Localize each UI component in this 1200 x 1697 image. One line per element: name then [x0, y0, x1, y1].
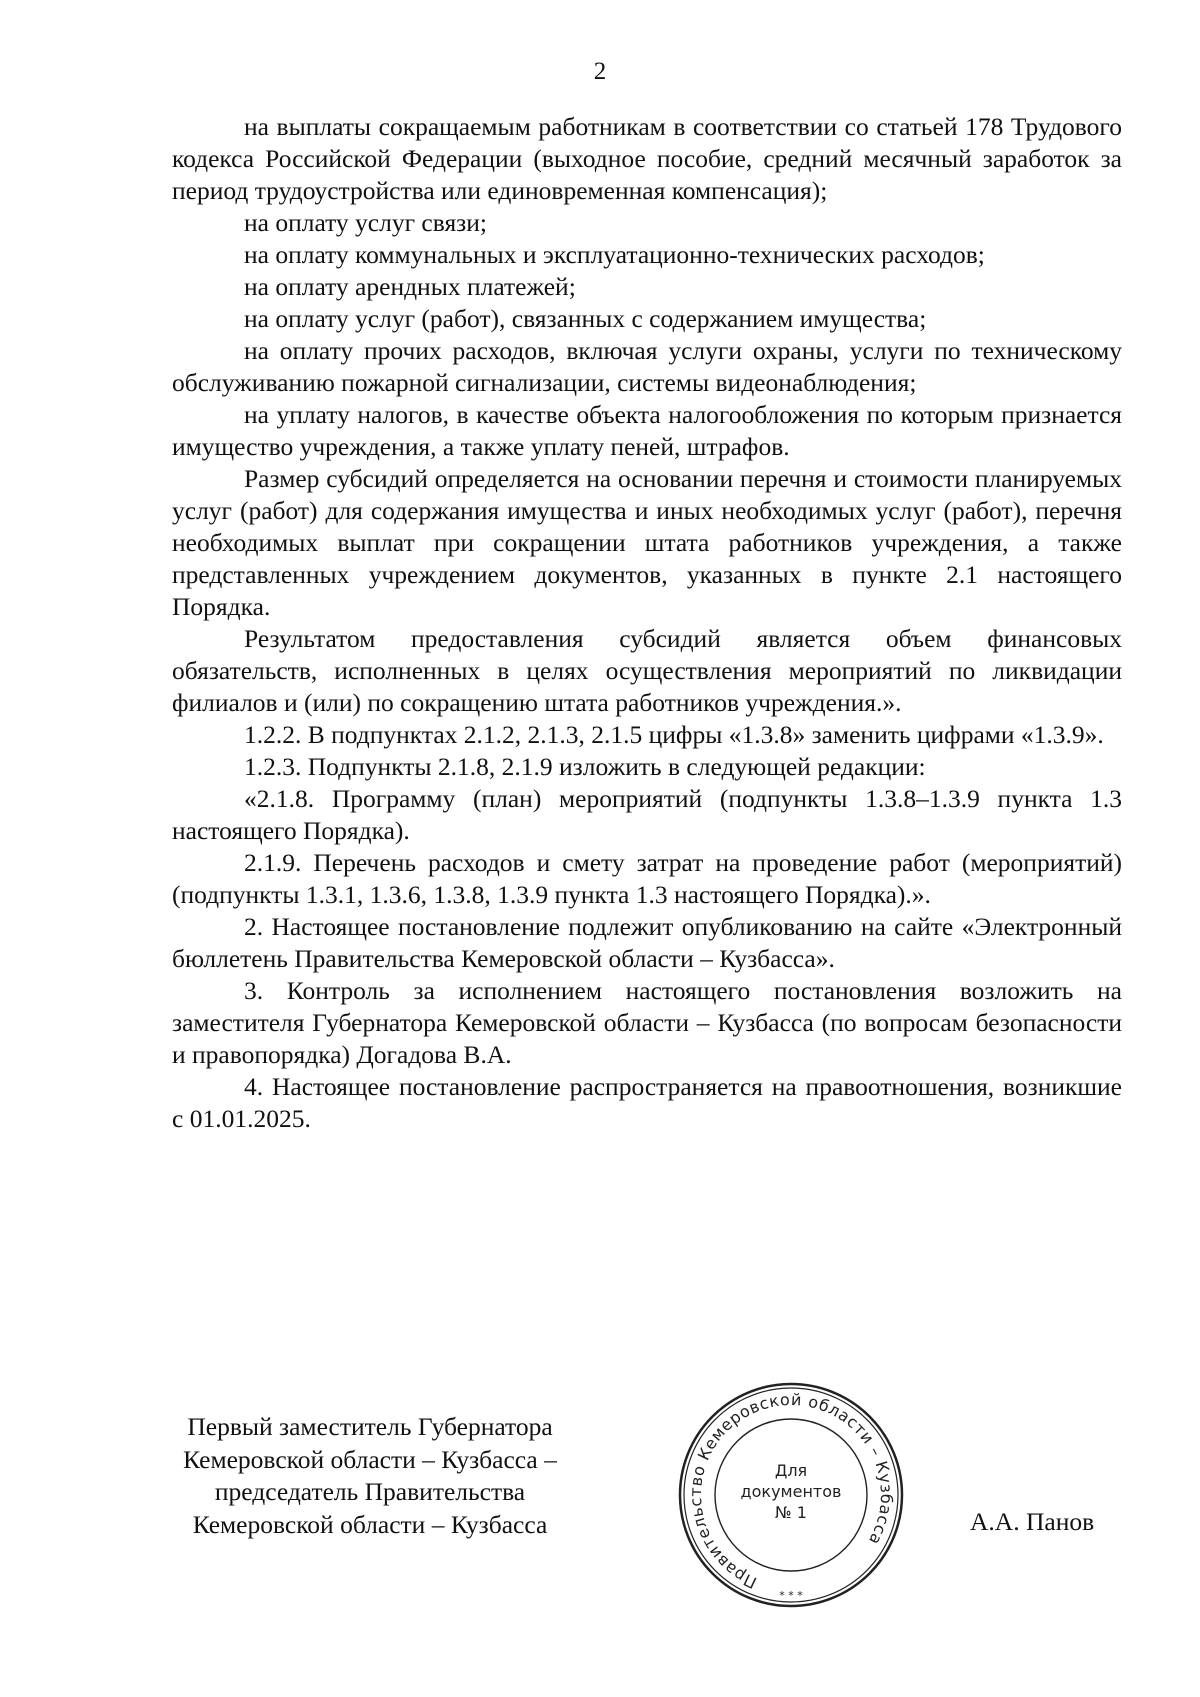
paragraph: на оплату услуг связи;: [244, 208, 487, 237]
paragraph: Размер субсидий определяется на основании перечня и стоимости планируемых услуг (работ) для содержания имущества и иных необходимых услуг (работ), перечня необходимых выплат при сокращении штата работников учреждения, а также представленных учреждением документов, указанных в пункте 2.1 настоящего Порядка.: [172, 464, 1122, 621]
signatory-title: [150, 1411, 590, 1541]
paragraph: на выплаты сокращаемым работникам в соответствии со статьей 178 Трудового кодекса Российской Федерации (выходное пособие, средний месячный заработок за период трудоустройства или единовременная компенсация);: [172, 112, 1122, 205]
paragraph: 1.2.2. В подпунктах 2.1.2, 2.1.3, 2.1.5 цифры «1.3.8» заменить цифрами «1.3.9».: [244, 720, 1104, 749]
paragraph: «2.1.8. Программу (план) мероприятий (подпункты 1.3.8–1.3.9 пункта 1.3 настоящего Порядка).: [172, 784, 1122, 845]
paragraph: 1.2.3. Подпункты 2.1.8, 2.1.9 изложить в следующей редакции:: [244, 752, 926, 781]
stamp-ring-text: Правительство Кемеровской области – Кузбасса: [685, 1389, 897, 1593]
stamp-center-line: Для: [774, 1461, 808, 1480]
document-body: [172, 111, 1122, 1135]
signatory-title-line: Первый заместитель Губернатора: [187, 1412, 553, 1441]
paragraph: на уплату налогов, в качестве объекта налогообложения по которым признается имущество учреждения, а также уплату пеней, штрафов.: [172, 400, 1122, 461]
signatory-title-line: председатель Правительства: [214, 1477, 526, 1506]
paragraph: 2. Настоящее постановление подлежит опубликованию на сайте «Электронный бюллетень Правительства Кемеровской области – Кузбасса».: [172, 912, 1122, 973]
signatory-title-line: Кемеровской области – Кузбасса: [192, 1509, 548, 1539]
paragraph: Результатом предоставления субсидий является объем финансовых обязательств, исполненных в целях осуществления мероприятий по ликвидации филиалов и (или) по сокращению штата работников учреждения.».: [172, 624, 1122, 717]
paragraph: 3. Контроль за исполнением настоящего постановления возложить на заместителя Губернатора Кемеровской области – Кузбасса (по вопросам безопасности и правопорядка) Догадова В.А.: [172, 976, 1122, 1069]
stamp-stars: * * *: [779, 1589, 803, 1602]
stamp-center-line: № 1: [775, 1503, 807, 1522]
paragraph: 4. Настоящее постановление распространяется на правоотношения, возникшие с 01.01.2025.: [172, 1072, 1122, 1133]
paragraph: на оплату услуг (работ), связанных с содержанием имущества;: [244, 304, 927, 333]
signatory-name: А.А. Панов: [970, 1507, 1095, 1536]
paragraph: на оплату коммунальных и эксплуатационно-технических расходов;: [244, 240, 985, 269]
page-number: 2: [593, 58, 607, 85]
paragraph: на оплату арендных платежей;: [244, 272, 576, 301]
paragraph: на оплату прочих расходов, включая услуги охраны, услуги по техническому обслуживанию пожарной сигнализации, системы видеонаблюдения;: [172, 336, 1122, 397]
stamp-center-line: документов: [740, 1482, 842, 1501]
official-stamp: [676, 1380, 906, 1610]
signatory-title-line: Кемеровской области – Кузбасса –: [183, 1444, 557, 1474]
paragraph: 2.1.9. Перечень расходов и смету затрат на проведение работ (мероприятий) (подпункты 1.3.1, 1.3.6, 1.3.8, 1.3.9 пункта 1.3 настоящего Порядка).».: [172, 848, 1122, 909]
